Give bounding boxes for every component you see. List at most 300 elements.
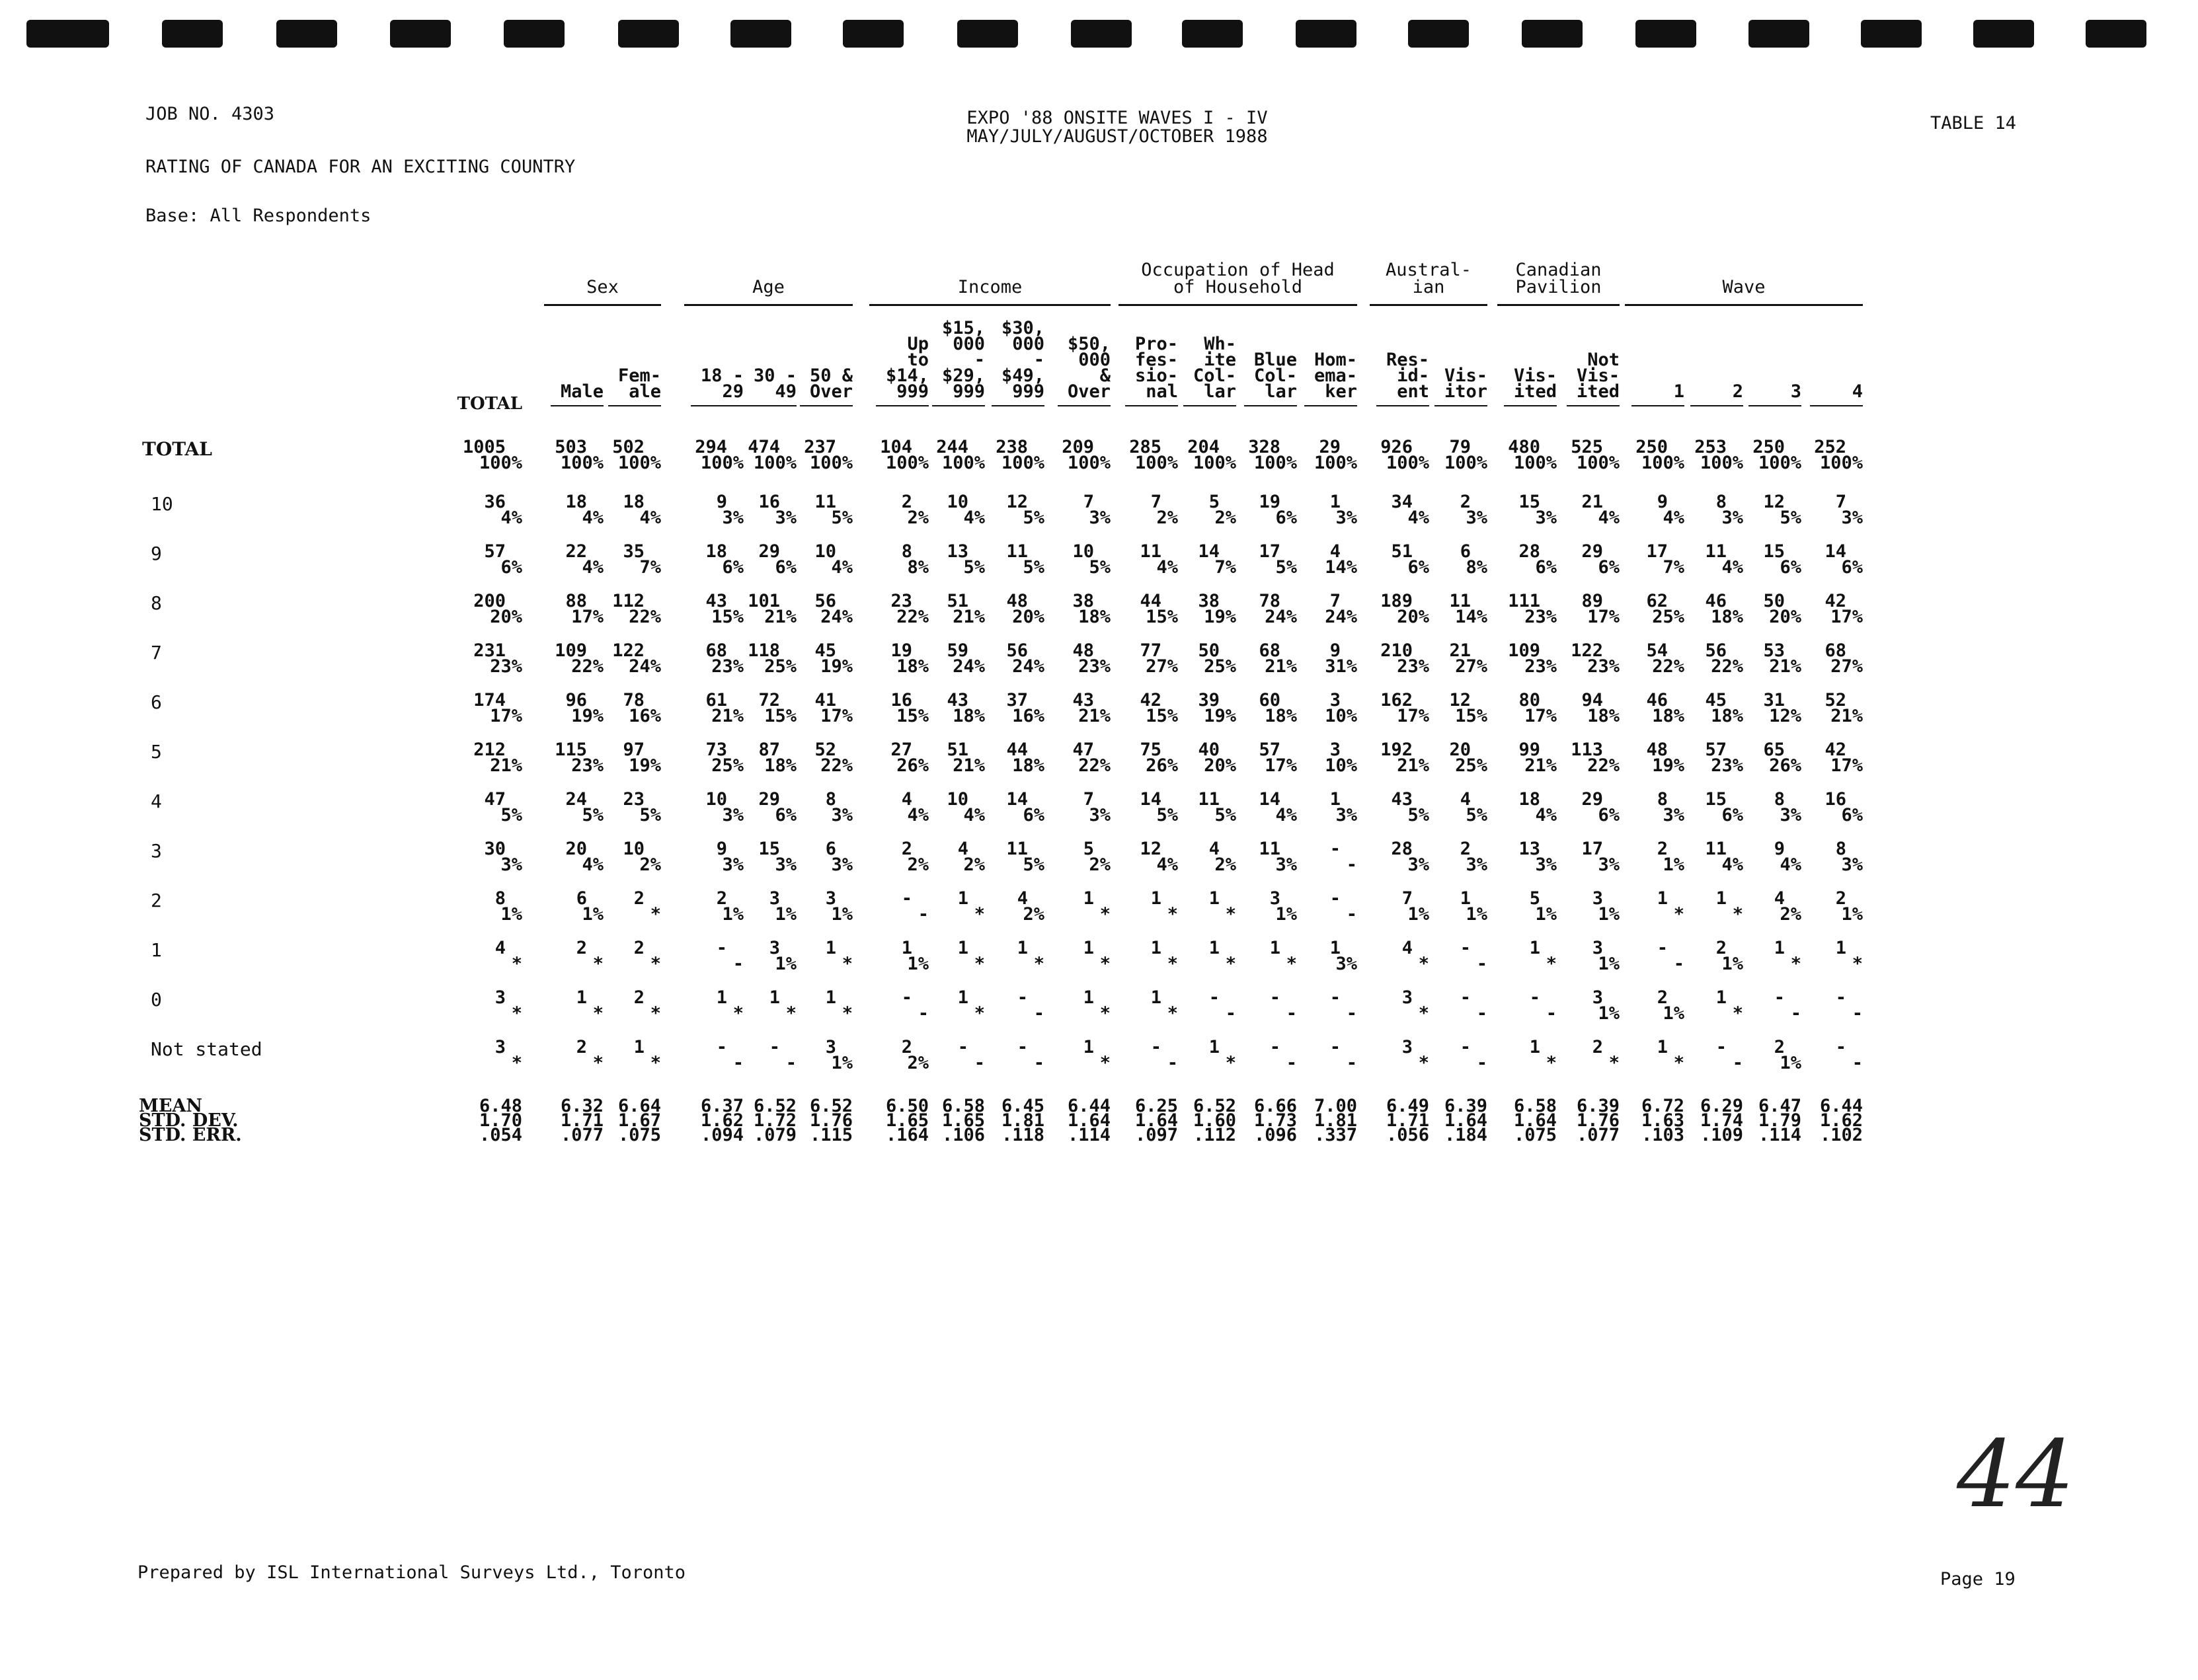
cell-percent: 3% xyxy=(1598,855,1620,875)
cell-percent: 24% xyxy=(629,656,661,677)
cell-count: 88 xyxy=(565,591,587,611)
cell-count: 189 xyxy=(1380,591,1413,611)
cell-percent: * xyxy=(1099,1053,1111,1073)
cell-percent: 100% xyxy=(1641,453,1684,473)
cell-percent: 24% xyxy=(820,607,853,627)
column-underline xyxy=(876,405,929,406)
cell-count: 7 xyxy=(1329,591,1341,611)
cell-count: 109 xyxy=(555,640,587,661)
cell-count: 244 xyxy=(936,437,968,457)
group-header-line: Canadian xyxy=(1515,260,1602,280)
cell-count: 1 xyxy=(1269,938,1280,958)
cell-count: 250 xyxy=(1752,437,1785,457)
cell-count: 8 xyxy=(825,789,836,810)
stat-value: 1.64 xyxy=(1513,1110,1557,1131)
cell-count: 40 xyxy=(1198,740,1220,760)
stat-value: 6.50 xyxy=(885,1096,929,1116)
cell-percent: 100% xyxy=(617,453,661,473)
cell-count: 94 xyxy=(1581,690,1603,710)
report-title xyxy=(919,109,1315,146)
stat-value: 6.47 xyxy=(1758,1096,1801,1116)
cell-count: 23 xyxy=(890,591,912,611)
cell-percent: * xyxy=(785,1003,797,1024)
cell-count: 1 xyxy=(1329,492,1341,512)
group-underline xyxy=(1370,304,1487,306)
cell-count: 10 xyxy=(705,789,727,810)
cell-percent: 1% xyxy=(907,954,929,974)
cell-percent: 22% xyxy=(1652,656,1684,677)
cell-percent: * xyxy=(1099,1003,1111,1024)
cell-count: 250 xyxy=(1635,437,1668,457)
stat-value: 1.64 xyxy=(1444,1110,1487,1131)
cell-percent: 25% xyxy=(1204,656,1236,677)
cell-percent: - xyxy=(918,1003,929,1024)
cell-percent: - xyxy=(974,1053,985,1073)
cell-count: 3 xyxy=(1401,987,1413,1008)
cell-count: 3 xyxy=(494,987,506,1008)
cell-percent: 19% xyxy=(1204,706,1236,726)
cell-count: 97 xyxy=(623,740,645,760)
column-underline xyxy=(1631,405,1684,406)
column-underline xyxy=(1304,405,1357,406)
cell-count: - xyxy=(716,1037,727,1057)
cell-count: 5 xyxy=(1529,888,1540,909)
stat-value: .096 xyxy=(1253,1125,1297,1145)
cell-percent: 22% xyxy=(629,607,661,627)
punch-hole xyxy=(26,20,109,48)
cell-percent: 20% xyxy=(490,607,522,627)
cell-percent: 6% xyxy=(775,805,797,825)
cell-count: 48 xyxy=(1646,740,1668,760)
cell-percent: 100% xyxy=(941,453,985,473)
cell-count: 1 xyxy=(1715,888,1727,909)
column-header: Pro- fes- sio- nal xyxy=(1134,334,1178,402)
cell-percent: 23% xyxy=(1078,656,1111,677)
cell-count: 1 xyxy=(1208,1037,1220,1057)
cell-percent: 12% xyxy=(1769,706,1801,726)
cell-percent: 7% xyxy=(1214,557,1236,578)
stat-value: .118 xyxy=(1001,1125,1044,1145)
cell-count: 2 xyxy=(716,888,727,909)
group-underline xyxy=(1497,304,1620,306)
cell-percent: 3% xyxy=(722,805,744,825)
cell-percent: 21% xyxy=(1397,755,1429,776)
cell-percent: 18% xyxy=(1265,706,1297,726)
group-header-line: Pavilion xyxy=(1515,277,1602,297)
cell-percent: 1% xyxy=(1598,954,1620,974)
cell-percent: 21% xyxy=(711,706,744,726)
cell-count: 47 xyxy=(1072,740,1094,760)
cell-percent: 1% xyxy=(500,904,522,925)
cell-percent: 100% xyxy=(1067,453,1111,473)
cell-percent: 8% xyxy=(1466,557,1487,578)
cell-count: 174 xyxy=(473,690,506,710)
cell-percent: 23% xyxy=(711,656,744,677)
cell-percent: 21% xyxy=(953,755,985,776)
cell-percent: 4% xyxy=(1721,557,1743,578)
stat-value: .115 xyxy=(809,1125,853,1145)
cell-percent: 5% xyxy=(1407,805,1429,825)
stat-value: .164 xyxy=(885,1125,929,1145)
cell-percent: 17% xyxy=(1397,706,1429,726)
cell-count: 5 xyxy=(1208,492,1220,512)
cell-count: 43 xyxy=(947,690,968,710)
cell-count: 8 xyxy=(1835,839,1846,859)
cell-percent: 1% xyxy=(1598,904,1620,925)
cell-percent: 18% xyxy=(1012,755,1044,776)
cell-percent: 6% xyxy=(775,557,797,578)
group-header-line: of Household xyxy=(1173,277,1303,297)
row-label: 8 xyxy=(151,592,162,614)
cell-count: 78 xyxy=(623,690,645,710)
stat-value: 6.72 xyxy=(1641,1096,1684,1116)
cell-count: 29 xyxy=(1581,789,1603,810)
cell-count: 4 xyxy=(1017,888,1028,909)
stat-value: .114 xyxy=(1067,1125,1111,1145)
cell-percent: * xyxy=(974,1003,985,1024)
cell-count: 5 xyxy=(1083,839,1094,859)
cell-percent: * xyxy=(842,1003,853,1024)
cell-percent: - xyxy=(1476,1053,1487,1073)
cell-count: 14 xyxy=(1259,789,1280,810)
cell-percent: * xyxy=(1418,1053,1429,1073)
cell-count: 2 xyxy=(1460,839,1471,859)
cell-count: 50 xyxy=(1198,640,1220,661)
cell-percent: * xyxy=(1225,1053,1236,1073)
cell-count: 9 xyxy=(1329,640,1341,661)
row-label: 5 xyxy=(151,741,162,763)
cell-percent: 5% xyxy=(1214,805,1236,825)
cell-percent: 2% xyxy=(1214,855,1236,875)
cell-percent: 15% xyxy=(764,706,797,726)
cell-percent: 6% xyxy=(1721,805,1743,825)
cell-count: 1 xyxy=(716,987,727,1008)
cell-count: 19 xyxy=(1259,492,1280,512)
group-underline xyxy=(544,304,661,306)
report-title-line2: MAY/JULY/AUGUST/OCTOBER 1988 xyxy=(966,126,1268,147)
cell-percent: 27% xyxy=(1455,656,1487,677)
cell-percent: * xyxy=(1099,954,1111,974)
cell-count: 253 xyxy=(1694,437,1727,457)
cell-count: 8 xyxy=(1715,492,1727,512)
punch-hole xyxy=(1973,20,2034,48)
cell-count: 212 xyxy=(473,740,506,760)
cell-percent: * xyxy=(1033,954,1044,974)
cell-percent: 18% xyxy=(896,656,929,677)
cell-count: 57 xyxy=(484,541,506,562)
cell-count: 11 xyxy=(1006,839,1028,859)
cell-count: 3 xyxy=(1592,987,1603,1008)
cell-percent: 15% xyxy=(1146,706,1178,726)
cell-percent: - xyxy=(1852,1053,1863,1073)
cell-percent: 18% xyxy=(1711,706,1743,726)
cell-count: 29 xyxy=(1581,541,1603,562)
cell-percent: * xyxy=(1790,954,1801,974)
cell-percent: 100% xyxy=(1134,453,1178,473)
group-header-line: Occupation of Head xyxy=(1141,260,1335,280)
cell-count: - xyxy=(1269,1037,1280,1057)
cell-percent: 24% xyxy=(1265,607,1297,627)
punch-hole xyxy=(504,20,565,48)
stat-value: 1.64 xyxy=(1067,1110,1111,1131)
cell-count: 1 xyxy=(1715,987,1727,1008)
cell-percent: * xyxy=(732,1003,744,1024)
punch-hole xyxy=(1861,20,1922,48)
cell-percent: 10% xyxy=(1325,706,1357,726)
cell-percent: * xyxy=(650,904,661,925)
cell-percent: 3% xyxy=(722,508,744,528)
row-label: 3 xyxy=(151,840,162,862)
cell-count: 45 xyxy=(1705,690,1727,710)
column-underline xyxy=(1567,405,1620,406)
cell-count: 18 xyxy=(623,492,645,512)
cell-count: 4 xyxy=(1329,541,1341,562)
cell-count: 43 xyxy=(705,591,727,611)
cell-count: 502 xyxy=(612,437,645,457)
column-underline xyxy=(1690,405,1743,406)
cell-percent: 6% xyxy=(1841,805,1863,825)
cell-count: 57 xyxy=(1259,740,1280,760)
cell-percent: * xyxy=(974,954,985,974)
cell-count: 3 xyxy=(769,888,780,909)
stat-value: .054 xyxy=(479,1125,522,1145)
cell-count: 1 xyxy=(1150,987,1161,1008)
cell-count: 252 xyxy=(1814,437,1846,457)
cell-percent: 15% xyxy=(1146,607,1178,627)
column-underline xyxy=(691,405,744,406)
cell-count: 1 xyxy=(1657,1037,1668,1057)
cell-count: 73 xyxy=(705,740,727,760)
column-underline xyxy=(1244,405,1297,406)
cell-count: - xyxy=(1460,938,1471,958)
cell-percent: - xyxy=(732,954,744,974)
cell-percent: 1% xyxy=(1721,954,1743,974)
stat-value: 1.70 xyxy=(479,1110,522,1131)
cell-percent: * xyxy=(511,1053,522,1073)
cell-count: 8 xyxy=(901,541,912,562)
cell-count: 2 xyxy=(576,938,587,958)
cell-percent: 21% xyxy=(1265,656,1297,677)
cell-count: 30 xyxy=(484,839,506,859)
cell-count: 3 xyxy=(769,938,780,958)
stat-value: 6.58 xyxy=(1513,1096,1557,1116)
cell-percent: 3% xyxy=(1721,508,1743,528)
cell-percent: 100% xyxy=(1758,453,1801,473)
stats-label: STD. DEV. xyxy=(139,1110,239,1131)
cell-count: 12 xyxy=(1006,492,1028,512)
job-number: JOB NO. 4303 xyxy=(145,104,275,124)
cell-count: 6 xyxy=(576,888,587,909)
stat-value: 1.71 xyxy=(560,1110,604,1131)
cell-count: 1 xyxy=(1529,1037,1540,1057)
stat-value: 6.52 xyxy=(1193,1096,1236,1116)
cell-percent: 16% xyxy=(629,706,661,726)
stat-value: .077 xyxy=(1576,1125,1620,1145)
cell-percent: 14% xyxy=(1455,607,1487,627)
handwritten-page-mark: 44 xyxy=(1957,1421,2075,1529)
group-header xyxy=(684,279,853,296)
cell-count: 44 xyxy=(1006,740,1028,760)
cell-count: 2 xyxy=(1715,938,1727,958)
cell-percent: 21% xyxy=(1078,706,1111,726)
row-label: Not stated xyxy=(151,1038,262,1060)
group-underline xyxy=(684,304,853,306)
cell-count: 15 xyxy=(1763,541,1785,562)
cell-percent: 100% xyxy=(885,453,929,473)
cell-count: 503 xyxy=(555,437,587,457)
cell-percent: 100% xyxy=(1700,453,1743,473)
cell-count: 10 xyxy=(814,541,836,562)
cell-count: 75 xyxy=(1140,740,1161,760)
cell-count: 42 xyxy=(1825,740,1846,760)
cell-percent: 5% xyxy=(1089,557,1111,578)
cell-percent: 1% xyxy=(1407,904,1429,925)
cell-count: 42 xyxy=(1140,690,1161,710)
cell-percent: 7% xyxy=(639,557,661,578)
row-label: TOTAL xyxy=(142,438,212,460)
cell-percent: - xyxy=(1673,954,1684,974)
stat-value: .103 xyxy=(1641,1125,1684,1145)
cell-count: 46 xyxy=(1646,690,1668,710)
cell-count: - xyxy=(1269,987,1280,1008)
cell-count: - xyxy=(1208,987,1220,1008)
cell-count: 10 xyxy=(1072,541,1094,562)
column-header: Hom- ema- ker xyxy=(1314,350,1357,402)
cell-count: 16 xyxy=(890,690,912,710)
cell-percent: 4% xyxy=(831,557,853,578)
group-header xyxy=(1119,262,1357,296)
cell-count: 39 xyxy=(1198,690,1220,710)
cell-count: 61 xyxy=(705,690,727,710)
table-number: TABLE 14 xyxy=(1930,113,2017,134)
cell-percent: - xyxy=(1346,855,1357,875)
cell-percent: 18% xyxy=(1711,607,1743,627)
cell-count: 926 xyxy=(1380,437,1413,457)
cell-count: - xyxy=(1150,1037,1161,1057)
stat-value: 1.74 xyxy=(1700,1110,1743,1131)
cell-count: 87 xyxy=(758,740,780,760)
cell-count: 11 xyxy=(814,492,836,512)
cell-count: 115 xyxy=(555,740,587,760)
cell-count: 21 xyxy=(1581,492,1603,512)
cell-percent: 26% xyxy=(1769,755,1801,776)
cell-count: 37 xyxy=(1006,690,1028,710)
cell-percent: 7% xyxy=(1663,557,1684,578)
cell-count: 4 xyxy=(1208,839,1220,859)
column-header: Not Vis- ited xyxy=(1576,350,1620,402)
cell-count: 57 xyxy=(1705,740,1727,760)
cell-count: 14 xyxy=(1006,789,1028,810)
cell-percent: - xyxy=(1476,1003,1487,1024)
cell-percent: - xyxy=(1852,1003,1863,1024)
cell-count: 28 xyxy=(1518,541,1540,562)
punch-hole xyxy=(1748,20,1809,48)
cell-percent: 8% xyxy=(907,557,929,578)
cell-percent: 24% xyxy=(1325,607,1357,627)
stat-value: 1.72 xyxy=(753,1110,797,1131)
cell-count: 1 xyxy=(1083,938,1094,958)
cell-percent: 17% xyxy=(1265,755,1297,776)
cell-count: 2 xyxy=(633,987,645,1008)
stat-value: 7.00 xyxy=(1314,1096,1357,1116)
punch-hole xyxy=(618,20,679,48)
group-header-line: ian xyxy=(1412,277,1445,297)
punch-hole xyxy=(957,20,1018,48)
cell-percent: 20% xyxy=(1397,607,1429,627)
column-header: 30 - 49 xyxy=(753,365,797,402)
cell-percent: * xyxy=(1852,954,1863,974)
cell-percent: 19% xyxy=(571,706,604,726)
cell-percent: 5% xyxy=(1466,805,1487,825)
column-header: Fem- ale xyxy=(617,365,661,402)
cell-percent: * xyxy=(1732,904,1743,925)
cell-percent: 17% xyxy=(1830,755,1863,776)
stat-value: 6.44 xyxy=(1067,1096,1111,1116)
stat-value: 1.76 xyxy=(1576,1110,1620,1131)
cell-count: 54 xyxy=(1646,640,1668,661)
cell-percent: - xyxy=(1346,1003,1357,1024)
stat-value: 6.45 xyxy=(1001,1096,1044,1116)
cell-count: 51 xyxy=(947,740,968,760)
cell-percent: 1% xyxy=(582,904,604,925)
cell-percent: 3% xyxy=(775,855,797,875)
cell-percent: 21% xyxy=(953,607,985,627)
cell-count: 3 xyxy=(1329,690,1341,710)
cell-percent: 15% xyxy=(711,607,744,627)
cell-count: 27 xyxy=(890,740,912,760)
cell-count: 31 xyxy=(1763,690,1785,710)
cell-count: 1 xyxy=(957,888,968,909)
cell-percent: 3% xyxy=(831,805,853,825)
column-header: Up to $14, 999 xyxy=(885,334,929,402)
cell-count: - xyxy=(901,888,912,909)
cell-percent: * xyxy=(1167,1003,1178,1024)
cell-percent: * xyxy=(1099,904,1111,925)
cell-count: 72 xyxy=(758,690,780,710)
cell-count: 11 xyxy=(1705,839,1727,859)
cell-percent: - xyxy=(1346,904,1357,925)
cell-count: 7 xyxy=(1835,492,1846,512)
cell-count: 38 xyxy=(1198,591,1220,611)
punch-hole xyxy=(1635,20,1696,48)
cell-percent: * xyxy=(511,1003,522,1024)
cell-percent: 100% xyxy=(1001,453,1044,473)
stat-value: 1.60 xyxy=(1193,1110,1236,1131)
column-header: Vis- itor xyxy=(1444,365,1487,402)
stat-value: 6.29 xyxy=(1700,1096,1743,1116)
column-underline xyxy=(744,405,797,406)
column-underline xyxy=(932,405,985,406)
cell-count: - xyxy=(1774,987,1785,1008)
cell-count: 10 xyxy=(623,839,645,859)
cell-count: 209 xyxy=(1062,437,1094,457)
cell-count: 9 xyxy=(716,839,727,859)
cell-percent: 20% xyxy=(1012,607,1044,627)
cell-percent: 23% xyxy=(1397,656,1429,677)
cell-count: 13 xyxy=(1518,839,1540,859)
group-header-line: Wave xyxy=(1722,277,1766,297)
cell-count: 7 xyxy=(1150,492,1161,512)
cell-count: 480 xyxy=(1508,437,1540,457)
cell-count: 56 xyxy=(1006,640,1028,661)
cell-count: 17 xyxy=(1259,541,1280,562)
cell-count: 29 xyxy=(1319,437,1341,457)
stat-value: 1.63 xyxy=(1641,1110,1684,1131)
cell-count: 51 xyxy=(1391,541,1413,562)
cell-count: 1 xyxy=(1208,888,1220,909)
cell-percent: 17% xyxy=(1830,607,1863,627)
cell-count: 15 xyxy=(1518,492,1540,512)
